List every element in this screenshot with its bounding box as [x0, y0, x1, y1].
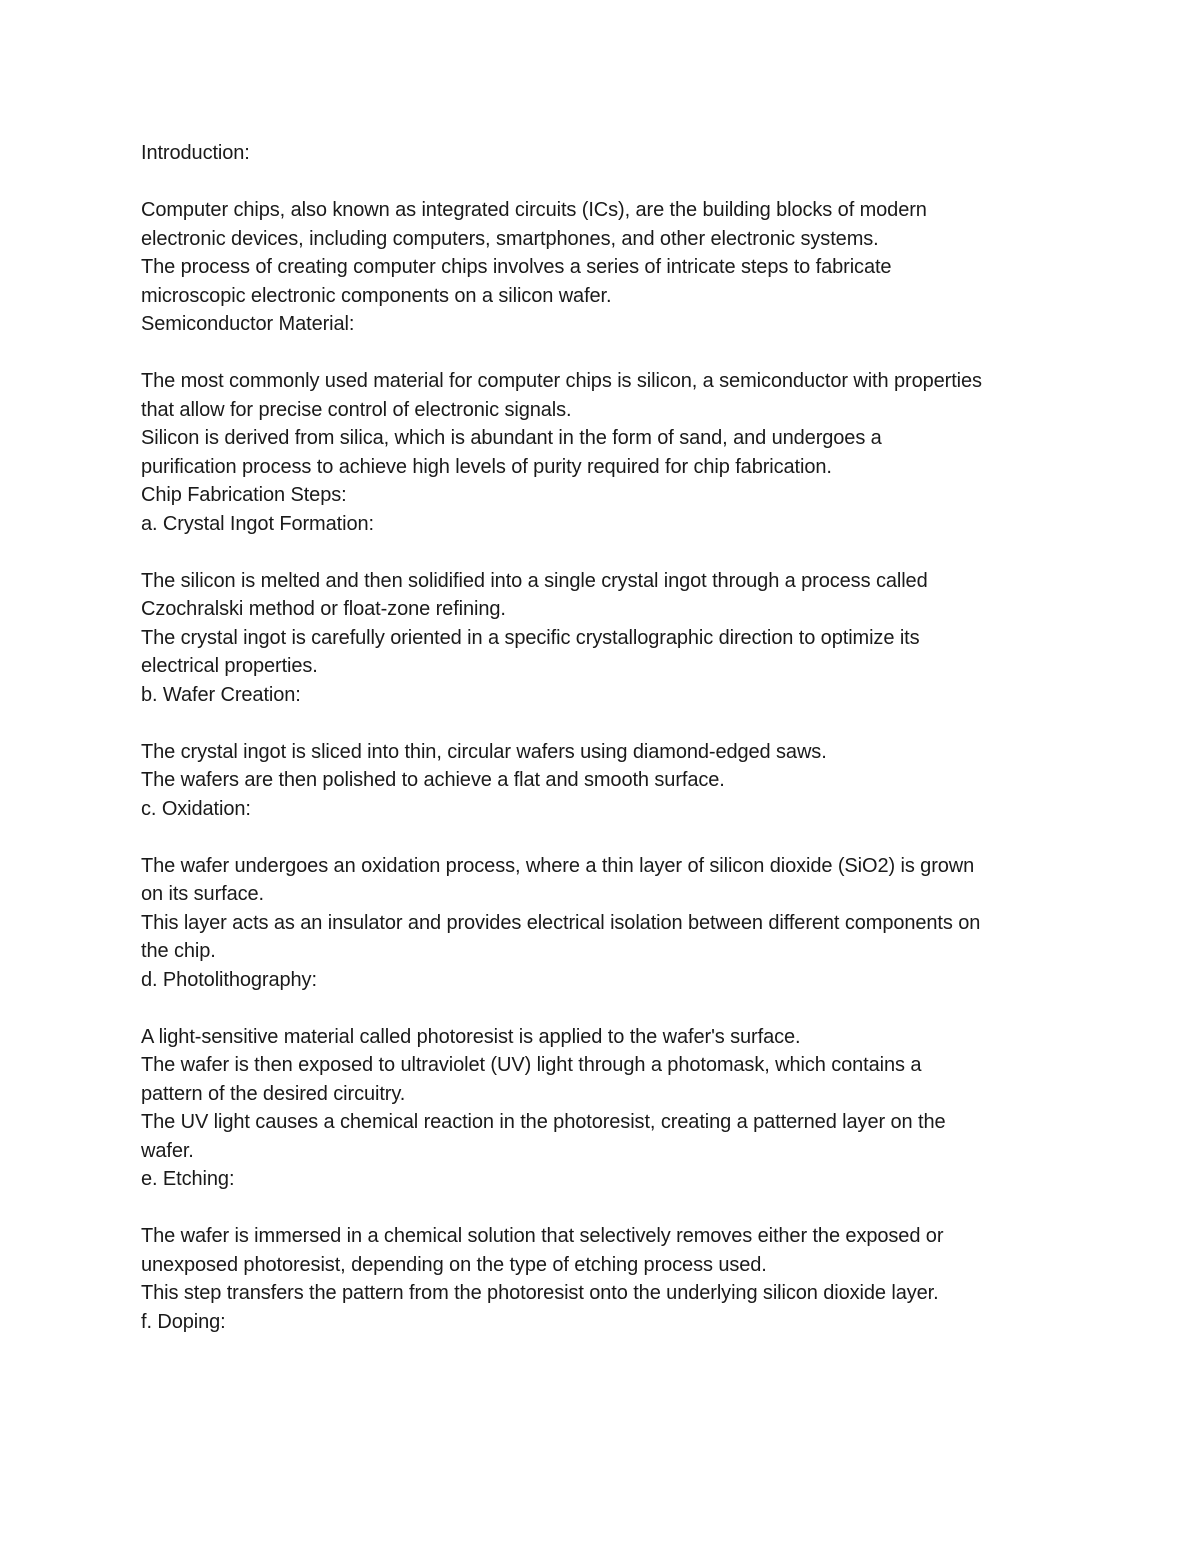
blank-line — [141, 538, 1071, 567]
text-line: purification process to achieve high levels of purity required for chip fabrication. — [141, 455, 832, 478]
text-line: The wafers are then polished to achieve a flat and smooth surface. — [141, 769, 725, 791]
blank-line — [141, 168, 1071, 197]
subheading-wafer-creation: b. Wafer Creation: — [141, 683, 301, 706]
text-line: Silicon is derived from silica, which is abundant in the form of sand, and undergoes a — [141, 427, 882, 449]
text-line: The crystal ingot is carefully oriented in a specific crystallographic direction to optimize its — [141, 626, 920, 649]
heading-chip-fabrication-steps: Chip Fabrication Steps: — [141, 484, 347, 506]
subheading-etching: e. Etching: — [141, 1168, 235, 1190]
text-line: wafer. — [141, 1139, 194, 1162]
blank-line — [141, 823, 1071, 852]
subheading-doping: f. Doping: — [141, 1310, 226, 1333]
text-line: electrical properties. — [141, 655, 318, 677]
text-line: on its surface. — [141, 883, 265, 905]
blank-line — [141, 1194, 1071, 1223]
subheading-oxidation: c. Oxidation: — [141, 797, 251, 820]
blank-line — [141, 339, 1071, 368]
text-line: The most commonly used material for computer chips is silicon, a semiconductor with properties — [141, 370, 982, 392]
text-line: pattern of the desired circuitry. — [141, 1082, 406, 1105]
text-line: microscopic electronic components on a silicon wafer. — [141, 284, 612, 307]
text-line: A light-sensitive material called photoresist is applied to the wafer's surface. — [141, 1025, 801, 1048]
text-line: This layer acts as an insulator and provides electrical isolation between different components on — [141, 911, 981, 934]
text-line: unexposed photoresist, depending on the type of etching process used. — [141, 1253, 767, 1276]
text-line: The silicon is melted and then solidified into a single crystal ingot through a process called — [141, 569, 928, 592]
text-line: the chip. — [141, 940, 216, 962]
text-line: This step transfers the pattern from the photoresist onto the underlying silicon dioxide layer. — [141, 1282, 939, 1304]
text-line: electronic devices, including computers, smartphones, and other electronic systems. — [141, 227, 879, 250]
text-line: The UV light causes a chemical reaction in the photoresist, creating a patterned layer on the — [141, 1111, 946, 1133]
text-line: The wafer undergoes an oxidation process, where a thin layer of silicon dioxide (SiO2) is grown — [141, 854, 975, 877]
text-line: that allow for precise control of electronic signals. — [141, 398, 572, 421]
text-line: The wafer is then exposed to ultraviolet (UV) light through a photomask, which contains a — [141, 1054, 922, 1076]
text-line: The process of creating computer chips involves a series of intricate steps to fabricate — [141, 256, 892, 278]
document-body — [141, 139, 1071, 1336]
text-line: Czochralski method or float-zone refining. — [141, 598, 506, 620]
text-line: The crystal ingot is sliced into thin, circular wafers using diamond-edged saws. — [141, 740, 827, 763]
heading-introduction: Introduction: — [141, 142, 250, 164]
blank-line — [141, 994, 1071, 1023]
blank-line — [141, 709, 1071, 738]
subheading-photolithography: d. Photolithography: — [141, 968, 317, 991]
text-line: Computer chips, also known as integrated circuits (ICs), are the building blocks of modern — [141, 199, 927, 221]
text-line: The wafer is immersed in a chemical solution that selectively removes either the exposed or — [141, 1225, 944, 1247]
heading-semiconductor-material: Semiconductor Material: — [141, 313, 355, 335]
subheading-crystal-ingot-formation: a. Crystal Ingot Formation: — [141, 512, 374, 535]
